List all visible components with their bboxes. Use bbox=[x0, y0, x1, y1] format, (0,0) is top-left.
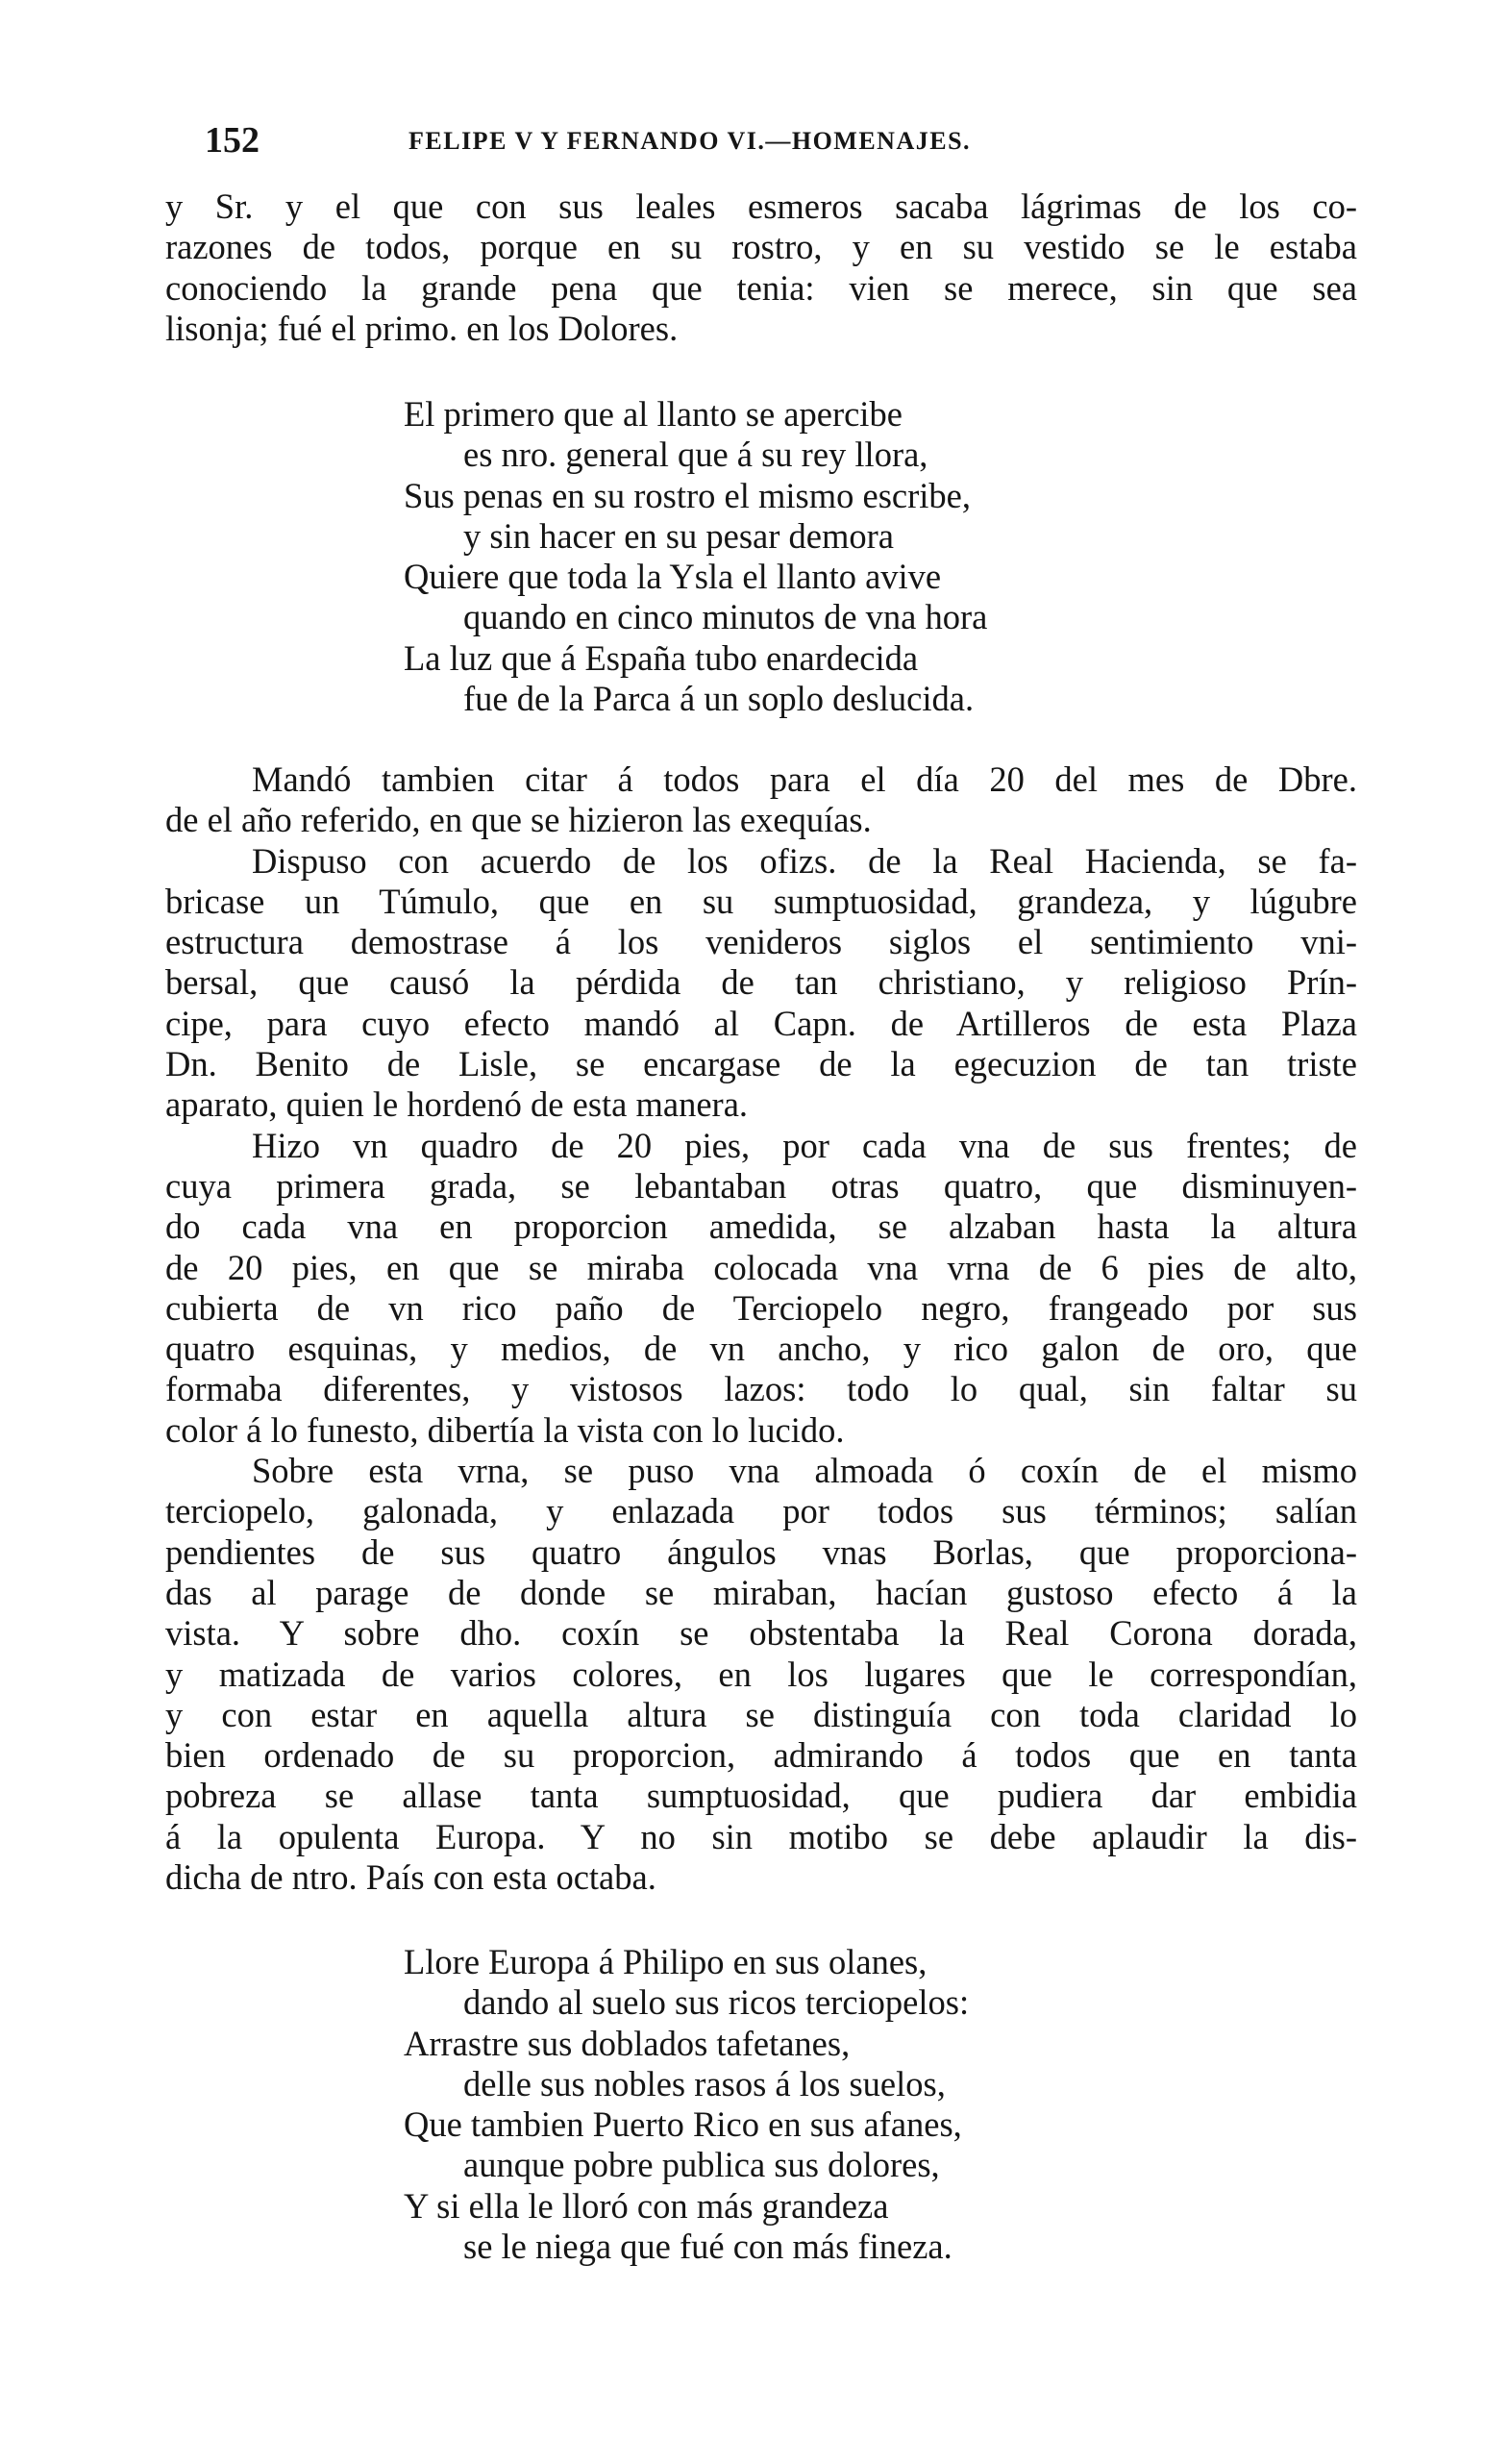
text-line: pobreza se allase tanta sumptuosidad, que pudiera dar embidia bbox=[165, 1776, 1357, 1816]
text-line: y matizada de varios colores, en los lugares que le correspondían, bbox=[165, 1654, 1357, 1694]
verse-line: fue de la Parca á un soplo deslucida. bbox=[463, 679, 975, 719]
text-line: y Sr. y el que con sus leales esmeros sacaba lágrimas de los co- bbox=[165, 187, 1357, 226]
text-line: Sobre esta vrna, se puso vna almoada ó coxín de el mismo bbox=[252, 1451, 1357, 1491]
verse-line: Que tambien Puerto Rico en sus afanes, bbox=[404, 2104, 962, 2145]
text-line: y con estar en aquella altura se distinguía con toda claridad lo bbox=[165, 1694, 1357, 1734]
verse-line: delle sus nobles rasos á los suelos, bbox=[463, 2063, 946, 2103]
text-line: cipe, para cuyo efecto mandó al Capn. de Artilleros de esta Plaza bbox=[165, 1003, 1357, 1043]
verse-line: quando en cinco minutos de vna hora bbox=[463, 597, 988, 637]
verse-line: Llore Europa á Philipo en sus olanes, bbox=[404, 1942, 928, 1981]
text-line: estructura demostrase á los venideros siglos el sentimiento vni- bbox=[165, 922, 1357, 962]
verse-line: Quiere que toda la Ysla el llanto avive bbox=[404, 557, 942, 597]
page-number: 152 bbox=[205, 120, 260, 161]
text-line: vista. Y sobre dho. coxín se obstentaba la Real Corona dorada, bbox=[165, 1613, 1357, 1654]
text-line: aparato, quien le hordenó de esta manera. bbox=[165, 1084, 749, 1125]
verse-line: Arrastre sus doblados tafetanes, bbox=[404, 2023, 851, 2063]
running-title: FELIPE V Y FERNANDO VI.—HOMENAJES. bbox=[408, 127, 972, 155]
text-line: cuya primera grada, se lebantaban otras quatro, que disminuyen- bbox=[165, 1165, 1357, 1206]
text-line: formaba diferentes, y vistosos lazos: todo lo qual, sin faltar su bbox=[165, 1369, 1357, 1409]
verse-line: El primero que al llanto se apercibe bbox=[404, 394, 903, 434]
text-line: á la opulenta Europa. Y no sin motibo se debe aplaudir la dis- bbox=[165, 1816, 1357, 1856]
text-line: bricase un Túmulo, que en su sumptuosidad, grandeza, y lúgubre bbox=[165, 881, 1357, 921]
verse-line: y sin hacer en su pesar demora bbox=[463, 515, 894, 556]
verse-line: se le niega que fué con más fineza. bbox=[463, 2227, 952, 2267]
text-line: conociendo la grande pena que tenia: vien se merece, sin que sea bbox=[165, 267, 1357, 308]
verse-line: Sus penas en su rostro el mismo escribe, bbox=[404, 475, 971, 515]
text-line: das al parage de donde se miraban, hacían gustoso efecto á la bbox=[165, 1572, 1357, 1612]
text-line: razones de todos, porque en su rostro, y en su vestido se le estaba bbox=[165, 227, 1357, 267]
text-line: terciopelo, galonada, y enlazada por todos sus términos; salían bbox=[165, 1491, 1357, 1531]
verse-line: aunque pobre publica sus dolores, bbox=[463, 2145, 940, 2185]
text-line: color á lo funesto, dibertía la vista con lo lucido. bbox=[165, 1409, 845, 1450]
verse-line: La luz que á España tubo enardecida bbox=[404, 637, 919, 678]
body-text bbox=[165, 759, 1357, 1898]
text-line: quatro esquinas, y medios, de vn ancho, y rico galon de oro, que bbox=[165, 1329, 1357, 1369]
text-line: Dispuso con acuerdo de los ofizs. de la Real Hacienda, se fa- bbox=[252, 840, 1357, 881]
text-line: dicha de ntro. País con esta octaba. bbox=[165, 1857, 656, 1898]
intro-paragraph bbox=[165, 187, 1357, 349]
text-line: Hizo vn quadro de 20 pies, por cada vna de sus frentes; de bbox=[252, 1125, 1357, 1165]
text-line: do cada vna en proporcion amedida, se alzaban hasta la altura bbox=[165, 1207, 1357, 1247]
text-line: Mandó tambien citar á todos para el día 20 del mes de Dbre. bbox=[252, 759, 1357, 799]
text-line: de 20 pies, en que se miraba colocada vna vrna de 6 pies de alto, bbox=[165, 1247, 1357, 1287]
text-line: bersal, que causó la pérdida de tan christiano, y religioso Prín- bbox=[165, 962, 1357, 1003]
text-line: de el año referido, en que se hizieron las exequías. bbox=[165, 800, 872, 840]
text-line: cubierta de vn rico paño de Terciopelo negro, frangeado por sus bbox=[165, 1287, 1357, 1328]
verse-line: es nro. general que á su rey llora, bbox=[463, 435, 928, 475]
text-line: bien ordenado de su proporcion, admirando á todos que en tanta bbox=[165, 1735, 1357, 1776]
verse-line: Y si ella le lloró con más grandeza bbox=[404, 2185, 889, 2226]
verse-octave-2 bbox=[404, 1942, 969, 2267]
text-line: pendientes de sus quatro ángulos vnas Borlas, que proporciona- bbox=[165, 1531, 1357, 1572]
verse-octave-1 bbox=[404, 394, 987, 719]
text-line: Dn. Benito de Lisle, se encargase de la egecuzion de tan triste bbox=[165, 1044, 1357, 1084]
verse-line: dando al suelo sus ricos terciopelos: bbox=[463, 1982, 970, 2023]
text-line: lisonja; fué el primo. en los Dolores. bbox=[165, 308, 679, 348]
page-header bbox=[205, 113, 1358, 171]
